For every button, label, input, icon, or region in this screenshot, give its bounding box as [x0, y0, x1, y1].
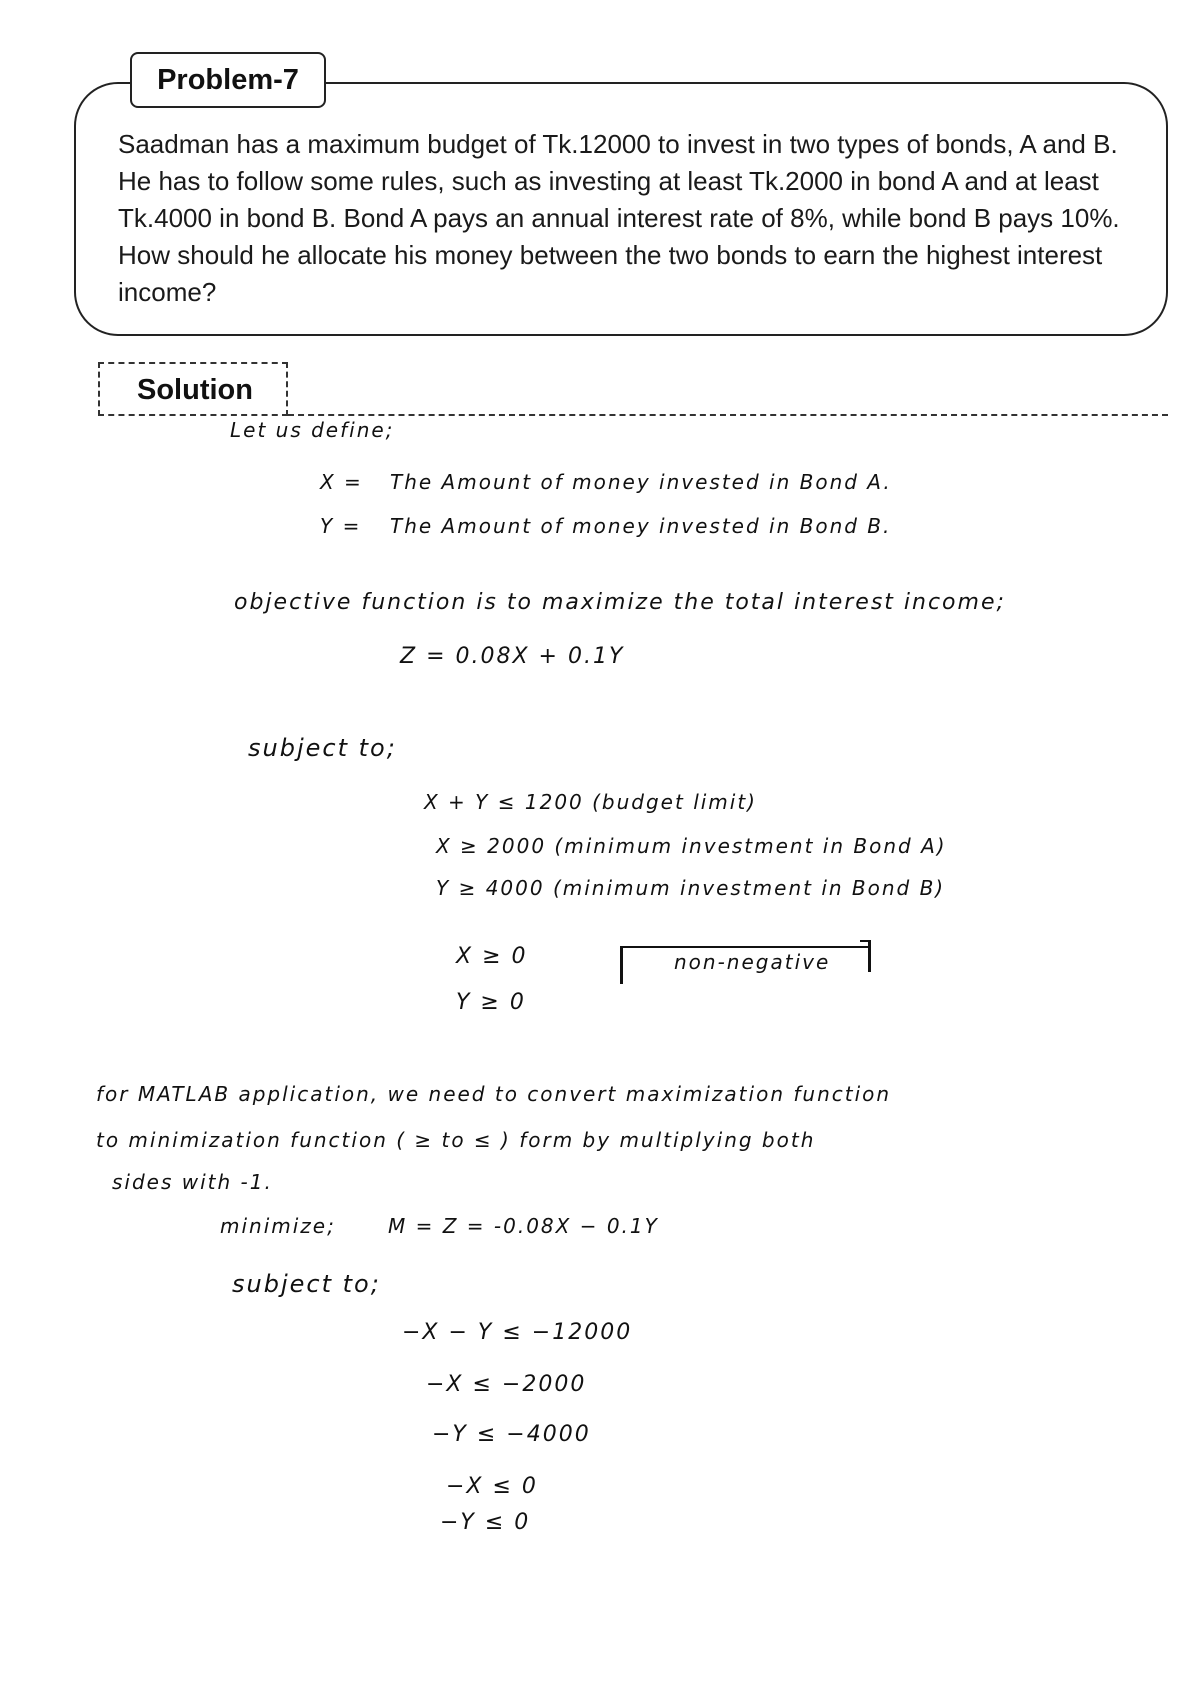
minimize-label: minimize; [220, 1214, 336, 1238]
solution-heading: Solution [137, 374, 253, 406]
min-constraint-3: −Y ≤ −4000 [432, 1422, 591, 1447]
matlab-note-line-3: sides with -1. [112, 1170, 273, 1194]
constraint-bond-a: X ≥ 2000 (minimum investment in Bond A) [436, 834, 947, 858]
min-constraint-2: −X ≤ −2000 [426, 1372, 587, 1397]
definition-x-text: The Amount of money invested in Bond A. [390, 470, 892, 494]
min-constraint-5: −Y ≤ 0 [440, 1510, 531, 1535]
nonneg-label: non-negative [674, 950, 831, 974]
minimize-expression: M = Z = -0.08X − 0.1Y [388, 1214, 659, 1238]
min-constraint-4: −X ≤ 0 [446, 1474, 538, 1499]
define-intro: Let us define; [230, 418, 395, 442]
problem-title: Problem-7 [130, 52, 326, 108]
nonneg-y: Y ≥ 0 [456, 990, 526, 1015]
definition-y-text: The Amount of money invested in Bond B. [390, 514, 892, 538]
matlab-note-line-2: to minimization function ( ≥ to ≤ ) form by multiplying both [96, 1128, 816, 1152]
subject-to-heading-2: subject to; [232, 1270, 381, 1298]
definition-x-var: X = [320, 470, 363, 494]
nonneg-bracket-end [860, 940, 871, 972]
objective-intro: objective function is to maximize the total interest income; [234, 590, 1006, 615]
matlab-note-line-1: for MATLAB application, we need to convert maximization function [96, 1082, 892, 1106]
solution-divider [288, 414, 1168, 416]
nonneg-x: X ≥ 0 [456, 944, 528, 969]
subject-to-heading: subject to; [248, 734, 397, 762]
constraint-bond-b: Y ≥ 4000 (minimum investment in Bond B) [436, 876, 946, 900]
min-constraint-1: −X − Y ≤ −12000 [402, 1320, 633, 1345]
constraint-budget: X + Y ≤ 1200 (budget limit) [424, 790, 757, 814]
problem-statement: Saadman has a maximum budget of Tk.12000 to invest in two types of bonds, A and B. He has to follow some rules, such as investing at least Tk.2000 in bond A and at least Tk.4000 in bond B. Bond A pays an annual interest rate of 8%, while bond B pays 10%. How should he allocate his money between the two bonds to earn the highest interest income? [118, 129, 1120, 307]
objective-function: Z = 0.08X + 0.1Y [400, 644, 625, 669]
definition-y-var: Y = [320, 514, 362, 538]
